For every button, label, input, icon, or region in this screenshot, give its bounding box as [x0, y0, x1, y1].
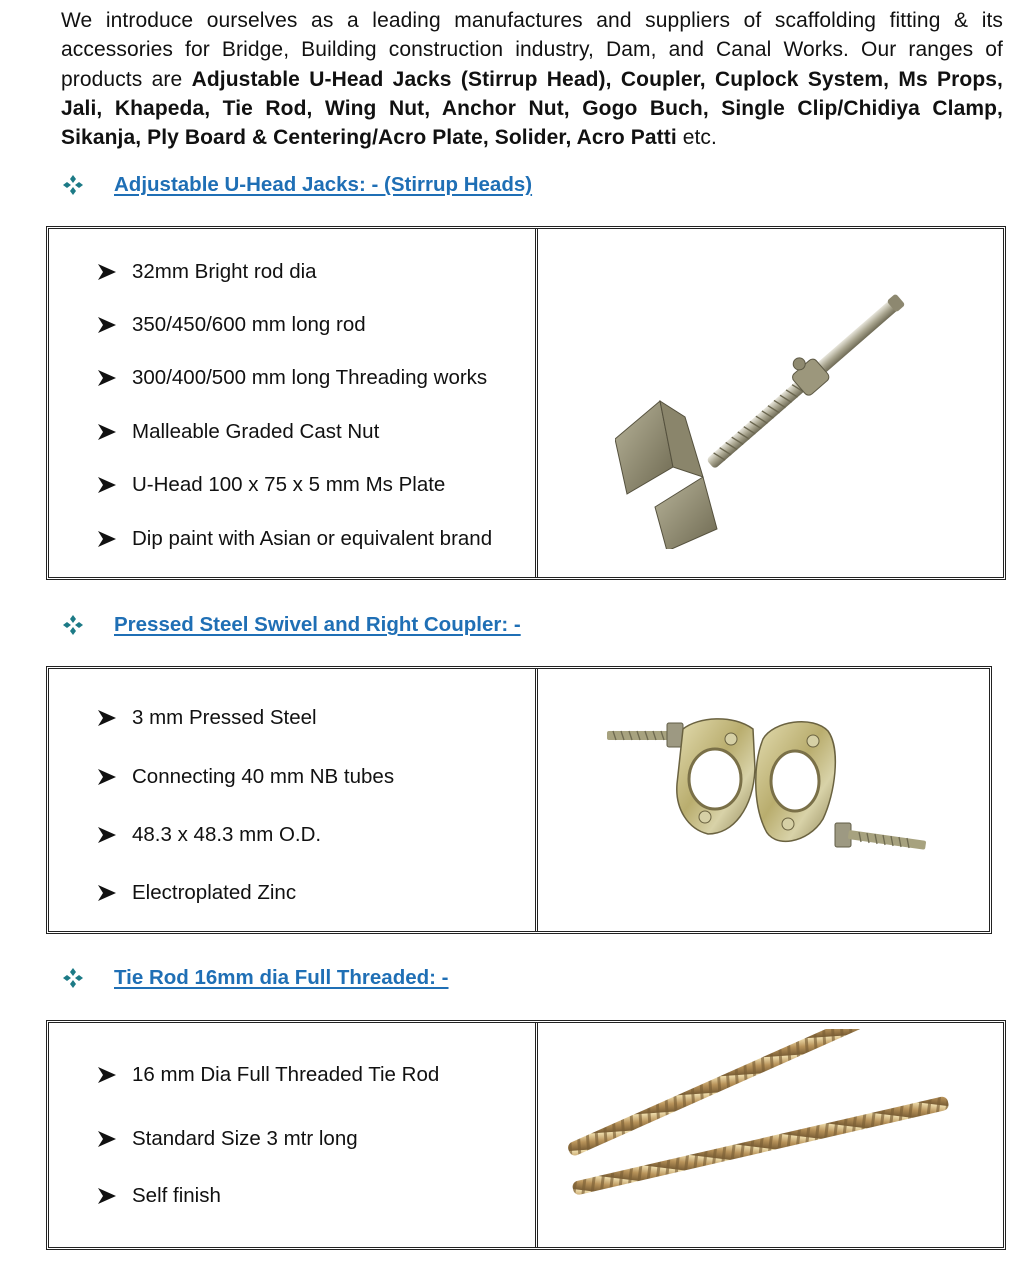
diamond-bullet-icon	[62, 174, 84, 196]
intro-text-end: etc.	[676, 126, 717, 150]
section-heading-coupler	[62, 610, 521, 640]
swivel-coupler-photo	[603, 709, 933, 879]
arrow-bullet-icon	[97, 884, 117, 902]
tie-rod-photo	[563, 1029, 953, 1199]
features-cell	[49, 1023, 538, 1247]
arrow-bullet-icon	[97, 709, 117, 727]
feature-item	[97, 823, 321, 847]
section-title[interactable]: Tie Rod 16mm dia Full Threaded: -	[114, 966, 449, 989]
feature-text: U-Head 100 x 75 x 5 mm Ms Plate	[132, 473, 446, 496]
arrow-bullet-icon	[97, 1187, 117, 1205]
feature-item	[97, 473, 445, 497]
intro-paragraph	[61, 6, 1003, 152]
arrow-bullet-icon	[97, 476, 117, 494]
feature-item	[97, 1184, 221, 1208]
arrow-bullet-icon	[97, 423, 117, 441]
feature-item	[97, 765, 394, 789]
diamond-bullet-icon	[62, 967, 84, 989]
features-cell	[49, 229, 538, 577]
feature-item	[97, 260, 317, 284]
section-heading-tie-rod	[62, 963, 449, 993]
section-title[interactable]: Pressed Steel Swivel and Right Coupler: -	[114, 613, 521, 636]
feature-text: 3 mm Pressed Steel	[132, 706, 317, 729]
feature-item	[97, 366, 487, 390]
feature-text: 300/400/500 mm long Threading works	[132, 366, 488, 389]
section-title[interactable]: Adjustable U-Head Jacks: - (Stirrup Heads)	[114, 173, 533, 196]
image-cell	[535, 669, 989, 931]
image-cell	[535, 229, 1003, 577]
feature-item	[97, 420, 379, 444]
feature-text: Standard Size 3 mtr long	[132, 1127, 358, 1150]
feature-text: 32mm Bright rod dia	[132, 260, 317, 283]
intro-products-bold: Adjustable U-Head Jacks (Stirrup Head), Coupler, Cuplock System, Ms Props, Jali, Khapeda, Tie Rod, Wing Nut, Anchor Nut, Gogo Buch, Single Clip/Chidiya Clamp, Sikanja, Ply Board & Centering/Acro Plate, Solider, Acro Patti	[61, 67, 1003, 150]
arrow-bullet-icon	[97, 530, 117, 548]
section-heading-u-head-jacks	[62, 170, 533, 200]
feature-text: Self finish	[132, 1184, 221, 1207]
product-table-u-head-jacks	[46, 226, 1006, 580]
product-table-tie-rod	[46, 1020, 1006, 1250]
feature-text: 16 mm Dia Full Threaded Tie Rod	[132, 1063, 440, 1086]
arrow-bullet-icon	[97, 369, 117, 387]
feature-item	[97, 313, 366, 337]
arrow-bullet-icon	[97, 316, 117, 334]
feature-item	[97, 1063, 439, 1087]
product-table-coupler	[46, 666, 992, 934]
feature-item	[97, 881, 296, 905]
arrow-bullet-icon	[97, 826, 117, 844]
feature-item	[97, 527, 492, 551]
feature-text: Dip paint with Asian or equivalent brand	[132, 527, 493, 550]
intro-text: We introduce ourselves as a leading manufactures and suppliers of scaffolding fitting & its accessories for Bridge, Building construction industry, Dam, and Canal Works. Our ranges of products are	[61, 9, 1003, 91]
feature-text: 48.3 x 48.3 mm O.D.	[132, 823, 322, 846]
arrow-bullet-icon	[97, 1066, 117, 1084]
arrow-bullet-icon	[97, 768, 117, 786]
arrow-bullet-icon	[97, 263, 117, 281]
feature-text: Electroplated Zinc	[132, 881, 297, 904]
u-head-jack-photo	[615, 289, 905, 549]
diamond-bullet-icon	[62, 614, 84, 636]
feature-text: Connecting 40 mm NB tubes	[132, 765, 395, 788]
feature-text: 350/450/600 mm long rod	[132, 313, 366, 336]
feature-item	[97, 1127, 358, 1151]
image-cell	[535, 1023, 1003, 1247]
features-cell	[49, 669, 538, 931]
feature-item	[97, 706, 317, 730]
feature-text: Malleable Graded Cast Nut	[132, 420, 380, 443]
arrow-bullet-icon	[97, 1130, 117, 1148]
